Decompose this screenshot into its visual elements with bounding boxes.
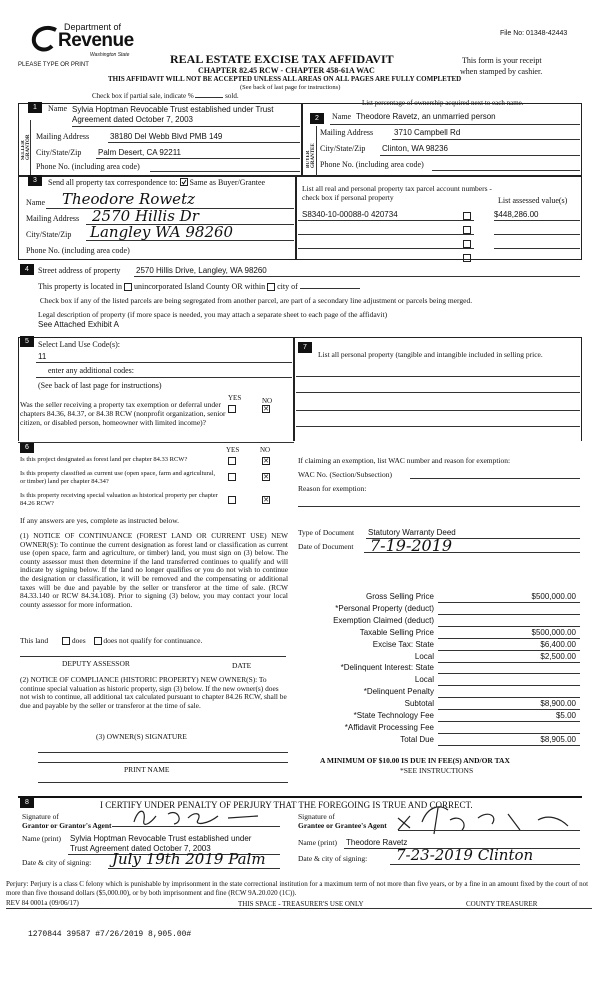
- s6-q2: Is this property classified as current use (open space, farm and agricultural, or timber) land per chapter 84.34?: [20, 470, 216, 485]
- deputy-assessor-label: DEPUTY ASSESSOR: [62, 659, 130, 668]
- grantee-date-city[interactable]: 7-23-2019 Clinton: [396, 846, 534, 864]
- tax-row-value[interactable]: $5.00: [555, 711, 576, 720]
- tax-row-line: [438, 638, 580, 639]
- land-use-code[interactable]: 11: [38, 352, 47, 361]
- section-6-number: 6: [20, 442, 34, 453]
- assessed-1[interactable]: $448,286.00: [494, 210, 539, 219]
- grantee-signature[interactable]: [388, 800, 588, 840]
- street-label: Street address of property: [38, 266, 121, 275]
- minimum-fee-note: A MINIMUM OF $10.00 IS DUE IN FEE(S) AND/OR TAX: [320, 756, 510, 765]
- tax-row-line: [438, 697, 580, 698]
- land-use-label: Select Land Use Code(s):: [38, 340, 120, 349]
- perjury-note: Perjury: Perjury is a class C felony which is punishable by imprisonment in the state correctional institution for a maximum term of not more than five years, or by a fine in an amount fixed by the court of not more than five thousand dollars ($5,000.00), or by both imprisonment and fine (RCW 9A.20.020 (1C)).: [6, 880, 589, 897]
- please-type: PLEASE TYPE OR PRINT: [18, 62, 89, 68]
- owner-signature-label: (3) OWNER(S) SIGNATURE: [96, 732, 187, 741]
- seller-name-line1[interactable]: Sylvia Hoptman Revocable Trust established under Trust: [72, 105, 274, 114]
- located-line: This property is located in unincorporated Island County OR within city of: [38, 282, 360, 291]
- corr-city[interactable]: Langley WA 98260: [90, 223, 234, 241]
- tax-row-value[interactable]: $500,000.00: [531, 628, 576, 637]
- seller-city[interactable]: Palm Desert, CA 92211: [98, 148, 182, 157]
- tax-row-line: [438, 626, 580, 627]
- grantor-date-city[interactable]: July 19th 2019 Palm: [112, 850, 266, 868]
- exemption-question: Was the seller receiving a property tax exemption or deferral under chapters 84.36, 84.37, or 84.38 RCW (nonprofit organization, senior citizen, or disabled person, homeowner with limited income)?: [20, 400, 226, 427]
- land-use-see-back: (See back of last page for instructions): [38, 381, 162, 390]
- list-personal-label: List all personal property (tangible and intangible included in selling price.: [318, 350, 543, 359]
- section-5-number: 5: [20, 336, 34, 347]
- tax-row-label: *Affidavit Processing Fee: [344, 723, 434, 732]
- buyer-city-label: City/State/Zip: [320, 144, 366, 153]
- legal-description[interactable]: See Attached Exhibit A: [38, 320, 119, 329]
- form-chapter: CHAPTER 82.45 RCW - CHAPTER 458-61A WAC: [198, 66, 375, 75]
- additional-codes-label: enter any additional codes:: [48, 366, 134, 375]
- county-treasurer: COUNTY TREASURER: [466, 900, 538, 908]
- buyer-name-label: Name: [332, 112, 352, 121]
- tax-row-line: [438, 673, 580, 674]
- section-8-number: 8: [20, 797, 34, 808]
- doc-date-label: Date of Document: [298, 542, 354, 551]
- tax-row-label: Excise Tax: State: [372, 640, 434, 649]
- grantee-sig-label-1: Signature of: [298, 812, 335, 821]
- tax-row-label: *Delinquent Interest: State: [340, 663, 434, 672]
- s6-yes-header: YES: [226, 446, 240, 454]
- does-checkbox[interactable]: [62, 637, 70, 645]
- lu-no-header: NO: [262, 397, 273, 405]
- unincorporated-checkbox[interactable]: [124, 283, 132, 291]
- tax-row-label: Local: [414, 652, 434, 661]
- dept-logo-text: Revenue: [58, 30, 134, 51]
- tax-row-label: Gross Selling Price: [365, 592, 434, 601]
- city-of-checkbox[interactable]: [267, 283, 275, 291]
- tax-row-label: Total Due: [400, 735, 434, 744]
- grantor-name-line2[interactable]: Trust Agreement dated October 7, 2003: [70, 844, 211, 853]
- section-1-number: 1: [28, 102, 42, 113]
- section-4-number: 4: [20, 264, 34, 275]
- does-not-checkbox[interactable]: [94, 637, 102, 645]
- grantor-name-label: Name (print): [22, 834, 61, 843]
- certify-statement: I CERTIFY UNDER PENALTY OF PERJURY THAT THE FOREGOING IS TRUE AND CORRECT.: [100, 800, 473, 810]
- tax-row-line: [438, 745, 580, 746]
- tax-row-label: Subtotal: [404, 699, 434, 708]
- tax-row-line: [438, 733, 580, 734]
- assessed-header: List assessed value(s): [498, 196, 568, 205]
- seller-phone-label: Phone No. (including area code): [36, 162, 140, 171]
- tax-row-line: [438, 614, 580, 615]
- grantor-date-label: Date & city of signing:: [22, 858, 92, 867]
- see-back-header: (See back of last page for instructions): [240, 84, 341, 91]
- parcels-header: List all real and personal property tax parcel account numbers - check box if personal property: [302, 184, 492, 202]
- exemption-yes-checkbox[interactable]: [228, 405, 236, 413]
- legal-label: Legal description of property (if more space is needed, you may attach a separate sheet to each page of the affidavit): [38, 310, 388, 319]
- tax-row-label: *Personal Property (deduct): [335, 604, 434, 613]
- receipt-note-1: This form is your receipt: [462, 56, 542, 65]
- s6-no-header: NO: [260, 446, 271, 454]
- tax-row-value[interactable]: $6,400.00: [540, 640, 576, 649]
- grantee-sig-label-2: Grantee or Grantee's Agent: [298, 821, 387, 830]
- s6-if-yes: If any answers are yes, complete as instructed below.: [20, 516, 180, 525]
- section-2-number: 2: [310, 113, 324, 124]
- buyer-name[interactable]: Theodore Ravetz, an unmarried person: [356, 112, 496, 121]
- street-address[interactable]: 2570 Hillis Drive, Langley, WA 98260: [136, 266, 267, 275]
- file-number: File No: 01348-42443: [500, 30, 568, 37]
- form-warning: THIS AFFIDAVIT WILL NOT BE ACCEPTED UNLESS ALL AREAS ON ALL PAGES ARE FULLY COMPLETED: [108, 75, 462, 83]
- seller-city-label: City/State/Zip: [36, 148, 82, 157]
- corr-mailing[interactable]: 2570 Hillis Dr: [92, 207, 199, 225]
- tax-row-line: [438, 602, 580, 603]
- send-correspondence-label: Send all property tax correspondence to: Same as Buyer/Grantee: [48, 178, 266, 187]
- grantor-sig-label-1: Signature of: [22, 812, 59, 821]
- seller-mailing-label: Mailing Address: [36, 132, 90, 141]
- doc-type[interactable]: Statutory Warranty Deed: [368, 528, 456, 537]
- seller-side-label: SELLER GRANTOR: [21, 134, 31, 160]
- treasurer-space: THIS SPACE - TREASURER'S USE ONLY: [238, 900, 364, 908]
- tax-row-value[interactable]: $8,900.00: [540, 699, 576, 708]
- receipt-stamp: 1270844 39587 #7/26/2019 8,905.00#: [28, 930, 192, 939]
- tax-row-label: Exemption Claimed (deduct): [333, 616, 434, 625]
- partial-sale-label: Check box if partial sale, indicate % sold.: [92, 92, 239, 100]
- s6-q3: Is this property receiving special valuation as historical property per chapter 84.26 RCW?: [20, 492, 218, 507]
- tax-row-line: [438, 662, 580, 663]
- corr-city-label: City/State/Zip: [26, 230, 72, 239]
- q2-no-checkbox[interactable]: ✕: [263, 473, 269, 481]
- tax-row-value[interactable]: $8,905.00: [540, 735, 576, 744]
- notice-continuance: (1) NOTICE OF CONTINUANCE (FOREST LAND OR CURRENT USE) NEW OWNER(S): To continue the current designation as forest land or classification as current use (open space, farm and agriculture, or timber) land, you must sign on (3) below. The county assessor must then determine if the land transferred continues to qualify and will indicate by signing below. If the land no longer qualifies or you do not wish to continue the designation or classification, it will be removed and the compensating or additional taxes will be due and payable by the seller or transferor at the time of sale. (RCW 84.33.140 or RCW 84.34.108). Prior to signing (3) below, you may contact your local county assessor for more information.: [20, 531, 288, 609]
- section-3-number: 3: [28, 175, 42, 186]
- parcel-4-personal-checkbox[interactable]: [463, 254, 471, 262]
- tax-row-label: *Delinquent Penalty: [363, 687, 434, 696]
- tax-row-value[interactable]: $2,500.00: [540, 652, 576, 661]
- buyer-mailing-label: Mailing Address: [320, 128, 374, 137]
- rev-number: REV 84 0001a (09/06/17): [6, 899, 79, 907]
- tax-row-line: [438, 709, 580, 710]
- grantee-name[interactable]: Theodore Ravetz: [346, 838, 408, 847]
- seller-name-line2[interactable]: Agreement dated October 7, 2003: [72, 115, 193, 124]
- q2-yes-checkbox[interactable]: [228, 473, 236, 481]
- grantee-name-label: Name (print): [298, 838, 337, 847]
- grantor-name-line1[interactable]: Sylvia Hoptman Revocable Trust established under: [70, 834, 252, 843]
- corr-mailing-label: Mailing Address: [26, 214, 80, 223]
- claiming-exemption-label: If claiming an exemption, list WAC number and reason for exemption:: [298, 456, 511, 465]
- grantee-date-label: Date & city of signing:: [298, 854, 368, 863]
- exemption-no-checkbox[interactable]: ✕: [263, 405, 269, 413]
- buyer-city[interactable]: Clinton, WA 98236: [382, 144, 448, 153]
- form-title: REAL ESTATE EXCISE TAX AFFIDAVIT: [170, 52, 394, 66]
- q3-no-checkbox[interactable]: ✕: [263, 496, 269, 504]
- corr-phone-label: Phone No. (including area code): [26, 246, 130, 255]
- dept-state: Washington State: [90, 52, 130, 58]
- seller-name-label: Name: [48, 104, 68, 113]
- segregated-note: Check box if any of the listed parcels are being segregated from another parcel, are part of a secondary line adjustment or parcels being merged.: [39, 296, 473, 305]
- buyer-phone-label: Phone No. (including area code): [320, 160, 424, 169]
- print-name-label: PRINT NAME: [124, 765, 170, 774]
- lu-yes-header: YES: [228, 394, 242, 402]
- q1-yes-checkbox[interactable]: [228, 457, 236, 465]
- tax-row-label: *State Technology Fee: [353, 711, 434, 720]
- buyer-side-label: BUYER GRANTEE: [306, 143, 316, 168]
- seller-mailing[interactable]: 38180 Del Webb Blvd PMB 149: [110, 132, 223, 141]
- ownership-note: List percentage of ownership acquired next to each name.: [362, 99, 524, 107]
- tax-row-line: [438, 650, 580, 651]
- corr-name-label: Name: [26, 198, 46, 207]
- see-instructions-note: *SEE INSTRUCTIONS: [400, 766, 474, 775]
- tax-row-label: Taxable Selling Price: [359, 628, 434, 637]
- reason-label: Reason for exemption:: [298, 484, 367, 493]
- notice-compliance: (2) NOTICE OF COMPLIANCE (HISTORIC PROPERTY) NEW OWNER(S): To continue special valuation as historic property, sign (3) below. If the new owner(s) does not wish to continue, all additional tax calculated pursuant to chapter 84.26 RCW, shall be due and payable by the seller or transferor at the time of sale.: [20, 675, 287, 710]
- parcel-3-personal-checkbox[interactable]: [463, 240, 471, 248]
- parcel-1-personal-checkbox[interactable]: [463, 212, 471, 220]
- tax-row-line: [438, 721, 580, 722]
- doc-type-label: Type of Document: [298, 528, 355, 537]
- parcel-2-personal-checkbox[interactable]: [463, 226, 471, 234]
- wac-label: WAC No. (Section/Subsection): [298, 470, 392, 479]
- q1-no-checkbox[interactable]: ✕: [263, 457, 269, 465]
- buyer-mailing[interactable]: 3710 Campbell Rd: [394, 128, 461, 137]
- section-7-number: 7: [298, 342, 312, 353]
- q3-yes-checkbox[interactable]: [228, 496, 236, 504]
- revenue-swoosh-icon: [30, 24, 60, 54]
- dept-top: Department of: [64, 22, 122, 32]
- parcel-1[interactable]: S8340-10-00088-0 420734: [302, 210, 398, 219]
- receipt-note-2: when stamped by cashier.: [460, 67, 543, 76]
- deputy-date-label: DATE: [232, 661, 252, 670]
- this-land-line: This land does does not qualify for continuance.: [20, 636, 203, 645]
- revenue-logo: [30, 20, 140, 60]
- tax-row-line: [438, 685, 580, 686]
- same-as-buyer-checkbox[interactable]: [180, 178, 188, 186]
- corr-name[interactable]: Theodore Rowetz: [62, 190, 195, 208]
- tax-row-value[interactable]: $500,000.00: [531, 592, 576, 601]
- doc-date[interactable]: 7-19-2019: [370, 536, 453, 555]
- s6-q1: Is this project designated as forest land per chapter 84.33 RCW?: [20, 456, 188, 463]
- grantor-sig-label-2: Grantor or Grantor's Agent: [22, 821, 112, 830]
- tax-row-label: Local: [414, 675, 434, 684]
